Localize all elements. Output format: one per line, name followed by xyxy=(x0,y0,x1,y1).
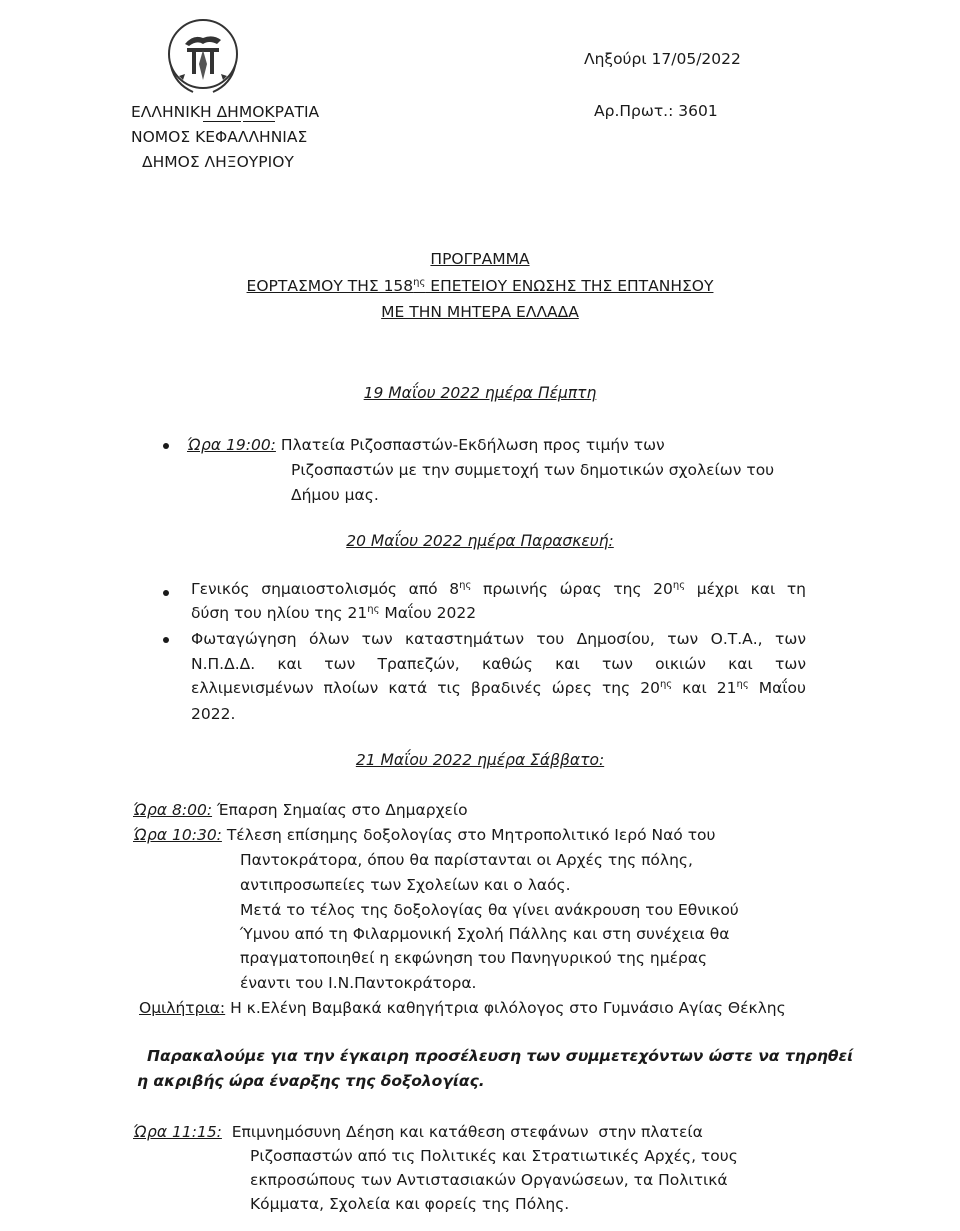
title-line-2: ΕΟΡΤΑΣΜΟΥ ΤΗΣ $158^{\eta\varsigma}$ ΕΠΕΤΕΙΟΥ ΕΝΩΣΗΣ ΤΗΣ ΕΠΤΑΝΗΣΟΥ xyxy=(246,277,714,295)
municipality-seal xyxy=(163,14,243,98)
day3-event3-line1: Ώρα 11:15: Επιμνημόσυνη Δέηση και κατάθεση στεφάνων στην πλατεία xyxy=(133,1123,703,1141)
day3-event3-line4: Κόμματα, Σχολεία και φορείς της Πόλης. xyxy=(250,1195,570,1213)
notice-line-2: η ακριβής ώρα έναρξης της δοξολογίας. xyxy=(137,1072,485,1090)
day2-b2-line3: ελλιμενισμένων πλοίων κατά τις βραδινές ώρες της $20^{\eta\varsigma}$ και $21^{\eta\varsigma}$ Μαΐου xyxy=(191,679,806,697)
day3-event2-line3: αντιπροσωπείες των Σχολείων και ο λαός. xyxy=(240,876,571,894)
bullet xyxy=(163,637,169,643)
day3-heading: 21 Μαΐου 2022 ημέρα Σάββατο: xyxy=(355,751,605,769)
seal-graphic xyxy=(163,14,243,98)
bullet xyxy=(163,443,169,449)
day3-event2-line1: Ώρα 10:30: Τέλεση επίσημης δοξολογίας στο Μητροπολιτικό Ιερό Ναό του xyxy=(133,826,716,844)
protocol-number: Αρ.Πρωτ.: 3601 xyxy=(594,102,718,120)
day3-event2-line2: Παντοκράτορα, όπου θα παρίστανται οι Αρχές της πόλης, xyxy=(240,851,693,869)
day3-event2-line4: Μετά το τέλος της δοξολογίας θα γίνει ανάκρουση του Εθνικού xyxy=(240,901,739,919)
notice-line-1: Παρακαλούμε για την έγκαιρη προσέλευση των συμμετεχόντων ώστε να τηρηθεί xyxy=(147,1047,854,1065)
day3-event1: Ώρα 8:00: Έπαρση Σημαίας στο Δημαρχείο xyxy=(133,801,468,819)
bullet xyxy=(163,590,169,596)
day3-event3-line3: εκπροσώπους των Αντιστασιακών Οργανώσεων, τα Πολιτικά xyxy=(250,1171,728,1189)
speaker-label: Ομιλήτρια: xyxy=(139,999,226,1017)
day1-event: Ώρα 19:00: Πλατεία Ριζοσπαστών-Εκδήλωση προς τιμήν των xyxy=(187,436,665,454)
day2-b1-line2: δύση του ηλίου της $21^{\eta\varsigma}$ Μαΐου 2022 xyxy=(191,604,477,622)
day1-line2: Ριζοσπαστών με την συμμετοχή των δημοτικών σχολείων του xyxy=(291,461,775,479)
day3-event2-time: Ώρα 10:30: xyxy=(133,826,222,844)
day3-event1-time: Ώρα 8:00: xyxy=(133,801,213,819)
title-line-1: ΠΡΟΓΡΑΜΜΑ xyxy=(430,250,530,268)
day3-event2-line5: Ύμνου από τη Φιλαρμονική Σχολή Πάλλης και στη συνέχεια θα xyxy=(240,925,730,943)
day2-b2-line1: Φωταγώγηση όλων των καταστημάτων του Δημοσίου, των Ο.Τ.Α., των xyxy=(191,630,806,648)
day2-heading: 20 Μαΐου 2022 ημέρα Παρασκευή: xyxy=(346,532,614,550)
document-date: Ληξούρι 17/05/2022 xyxy=(584,50,741,68)
header-country: ΕΛΛΗΝΙΚΗ ΔΗΜΟΚΡΑΤΙΑ xyxy=(131,103,320,121)
day3-event2-line7: έναντι του Ι.Ν.Παντοκράτορα. xyxy=(240,974,477,992)
day3-event3-time: Ώρα 11:15: xyxy=(133,1123,222,1141)
day1-heading: 19 Μαΐου 2022 ημέρα Πέμπτη xyxy=(363,384,597,402)
day1-line3: Δήμου μας. xyxy=(291,486,379,504)
day2-b2-line2: Ν.Π.Δ.Δ. και των Τραπεζών, καθώς και των οικιών και των xyxy=(191,655,806,673)
country-underline xyxy=(203,121,241,122)
title-line-3: ΜΕ ΤΗΝ ΜΗΤΕΡΑ ΕΛΛΑΔΑ xyxy=(381,303,579,321)
header-municipality: ΔΗΜΟΣ ΛΗΞΟΥΡΙΟΥ xyxy=(142,153,294,171)
day3-event3-line2: Ριζοσπαστών από τις Πολιτικές και Στρατιωτικές Αρχές, τους xyxy=(250,1147,738,1165)
country-underline-2 xyxy=(243,121,275,122)
day2-b2-line4: 2022. xyxy=(191,705,236,723)
day3-event2-line6: πραγματοποιηθεί η εκφώνηση του Πανηγυρικού της ημέρας xyxy=(240,949,708,967)
day1-time: Ώρα 19:00: xyxy=(187,436,276,454)
speaker-line: Ομιλήτρια: Η κ.Ελένη Βαμβακά καθηγήτρια φιλόλογος στο Γυμνάσιο Αγίας Θέκλης xyxy=(139,999,786,1017)
header-prefecture: ΝΟΜΟΣ ΚΕΦΑΛΛΗΝΙΑΣ xyxy=(131,128,308,146)
day2-b1-line1: Γενικός σημαιοστολισμός από $8^{\eta\varsigma}$ πρωινής ώρας της $20^{\eta\varsigma}$ μέχρι και τη xyxy=(191,580,807,598)
